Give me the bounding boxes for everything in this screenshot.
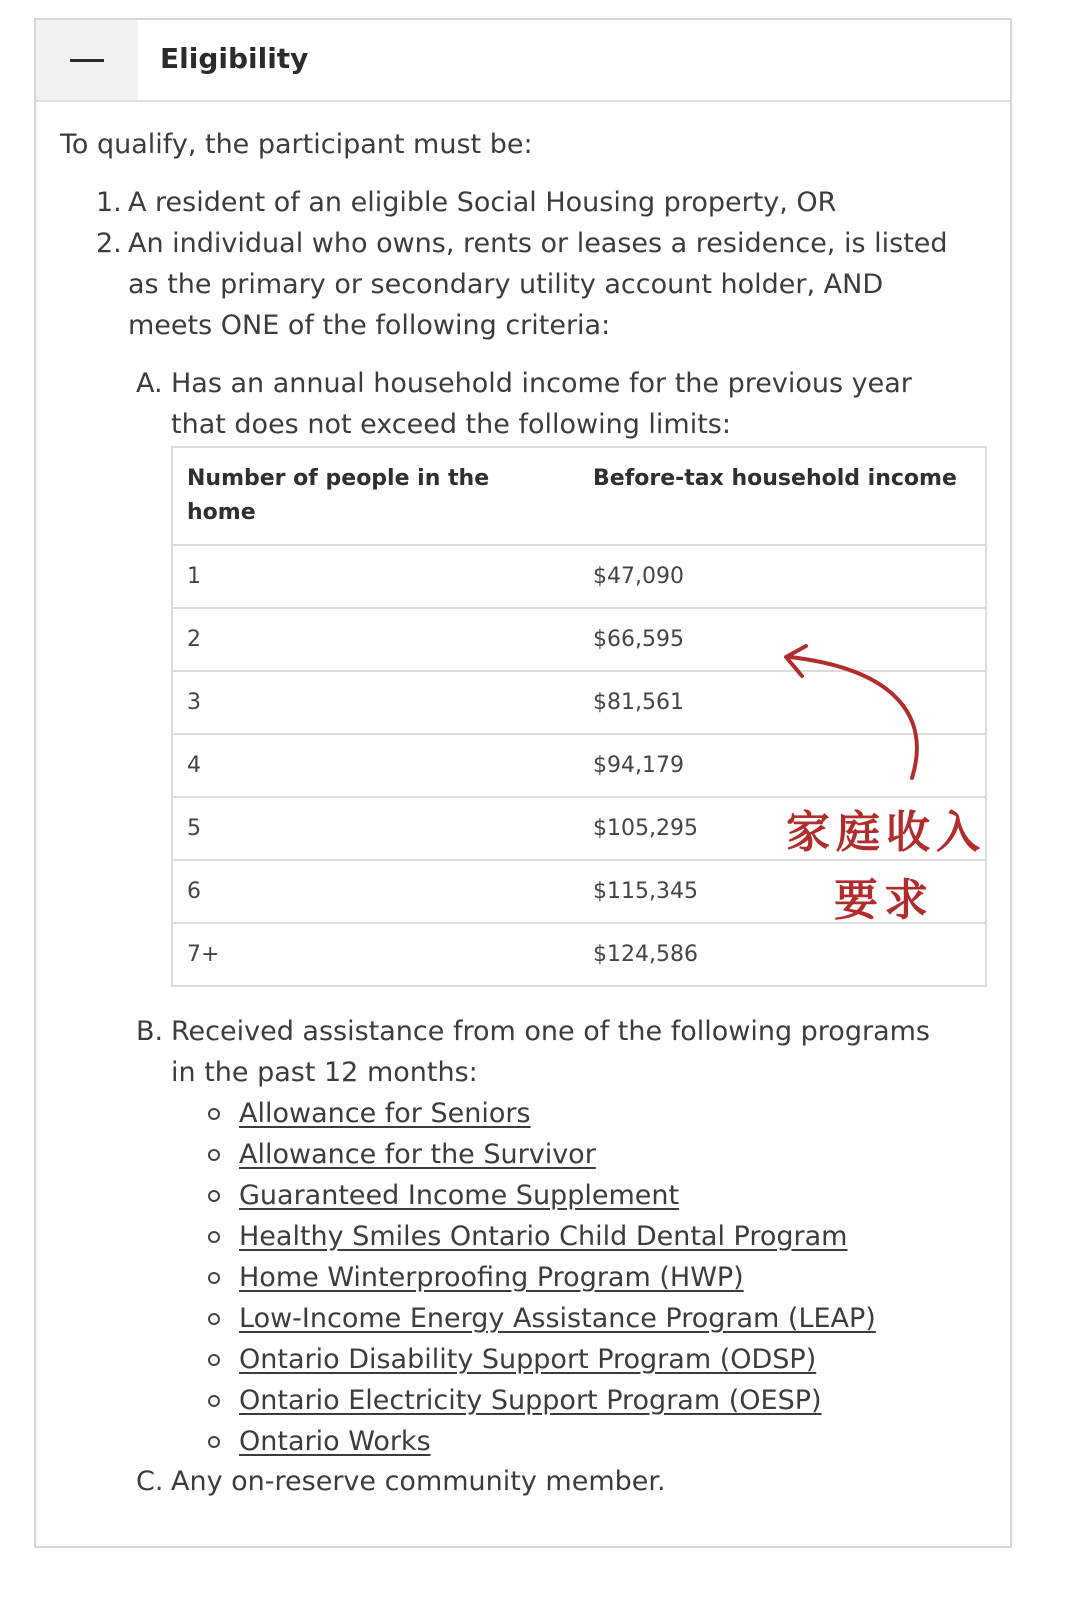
table-cell-income: $124,586 (593, 942, 698, 967)
table-header-income: Before-tax household income (593, 466, 957, 491)
table-cell-income: $47,090 (593, 564, 684, 589)
list-item-2-line-1: An individual who owns, rents or leases a residence, is listed (128, 228, 948, 259)
table-cell-people: 1 (187, 564, 201, 589)
table-cell-income: $66,595 (593, 627, 684, 652)
bullet-icon (208, 1436, 220, 1448)
program-link-odsp[interactable]: Ontario Disability Support Program (ODSP) (239, 1344, 817, 1375)
program-link-allowance-survivor[interactable]: Allowance for the Survivor (239, 1139, 596, 1170)
list-number-2: 2. (96, 228, 122, 259)
header-people-line-2: home (187, 500, 256, 525)
annotation-text-line-1: 家庭收入 (786, 807, 986, 858)
criterion-b-line-2: in the past 12 months: (171, 1057, 478, 1088)
program-link-gis[interactable]: Guaranteed Income Supplement (239, 1180, 680, 1211)
criterion-a-line-1: Has an annual household income for the previous year (171, 368, 912, 399)
bullet-icon (208, 1272, 220, 1284)
annotation-text-line-2: 要求 (834, 875, 934, 926)
bullet-icon (208, 1231, 220, 1243)
table-cell-income: $115,345 (593, 879, 698, 904)
program-link-ontario-works[interactable]: Ontario Works (239, 1426, 431, 1457)
table-cell-people: 7+ (187, 942, 220, 967)
table-cell-people: 4 (187, 753, 201, 778)
program-link-hwp[interactable]: Home Winterproofing Program (HWP) (239, 1262, 744, 1293)
criterion-c-text: Any on-reserve community member. (171, 1466, 666, 1497)
program-link-oesp[interactable]: Ontario Electricity Support Program (OESP) (239, 1385, 822, 1416)
list-item-2-line-3: meets ONE of the following criteria: (128, 310, 611, 341)
program-link-healthy-smiles[interactable]: Healthy Smiles Ontario Child Dental Program (239, 1221, 848, 1252)
section-title: Eligibility (160, 42, 309, 75)
table-cell-income: $81,561 (593, 690, 684, 715)
table-cell-income: $94,179 (593, 753, 684, 778)
intro-text: To qualify, the participant must be: (60, 129, 533, 160)
table-cell-people: 3 (187, 690, 201, 715)
bullet-icon (208, 1190, 220, 1202)
list-item-1-text: A resident of an eligible Social Housing property, OR (128, 187, 837, 218)
criterion-b-letter: B. (136, 1016, 164, 1047)
table-cell-people: 5 (187, 816, 201, 841)
program-link-leap[interactable]: Low-Income Energy Assistance Program (LEAP) (239, 1303, 876, 1334)
bullet-icon (208, 1149, 220, 1161)
table-cell-people: 6 (187, 879, 201, 904)
bullet-icon (208, 1108, 220, 1120)
bullet-icon (208, 1313, 220, 1325)
header-people-line-1: Number of people in the (187, 466, 490, 491)
criterion-c-letter: C. (136, 1466, 164, 1497)
program-link-allowance-seniors[interactable]: Allowance for Seniors (239, 1098, 531, 1129)
criterion-b-line-1: Received assistance from one of the following programs (171, 1016, 930, 1047)
bullet-icon (208, 1354, 220, 1366)
criterion-a-line-2: that does not exceed the following limits: (171, 409, 731, 440)
list-number-1: 1. (96, 187, 122, 218)
table-cell-people: 2 (187, 627, 201, 652)
list-item-2-line-2: as the primary or secondary utility account holder, AND (128, 269, 884, 300)
table-cell-income: $105,295 (593, 816, 698, 841)
criterion-a-letter: A. (136, 368, 163, 399)
bullet-icon (208, 1395, 220, 1407)
